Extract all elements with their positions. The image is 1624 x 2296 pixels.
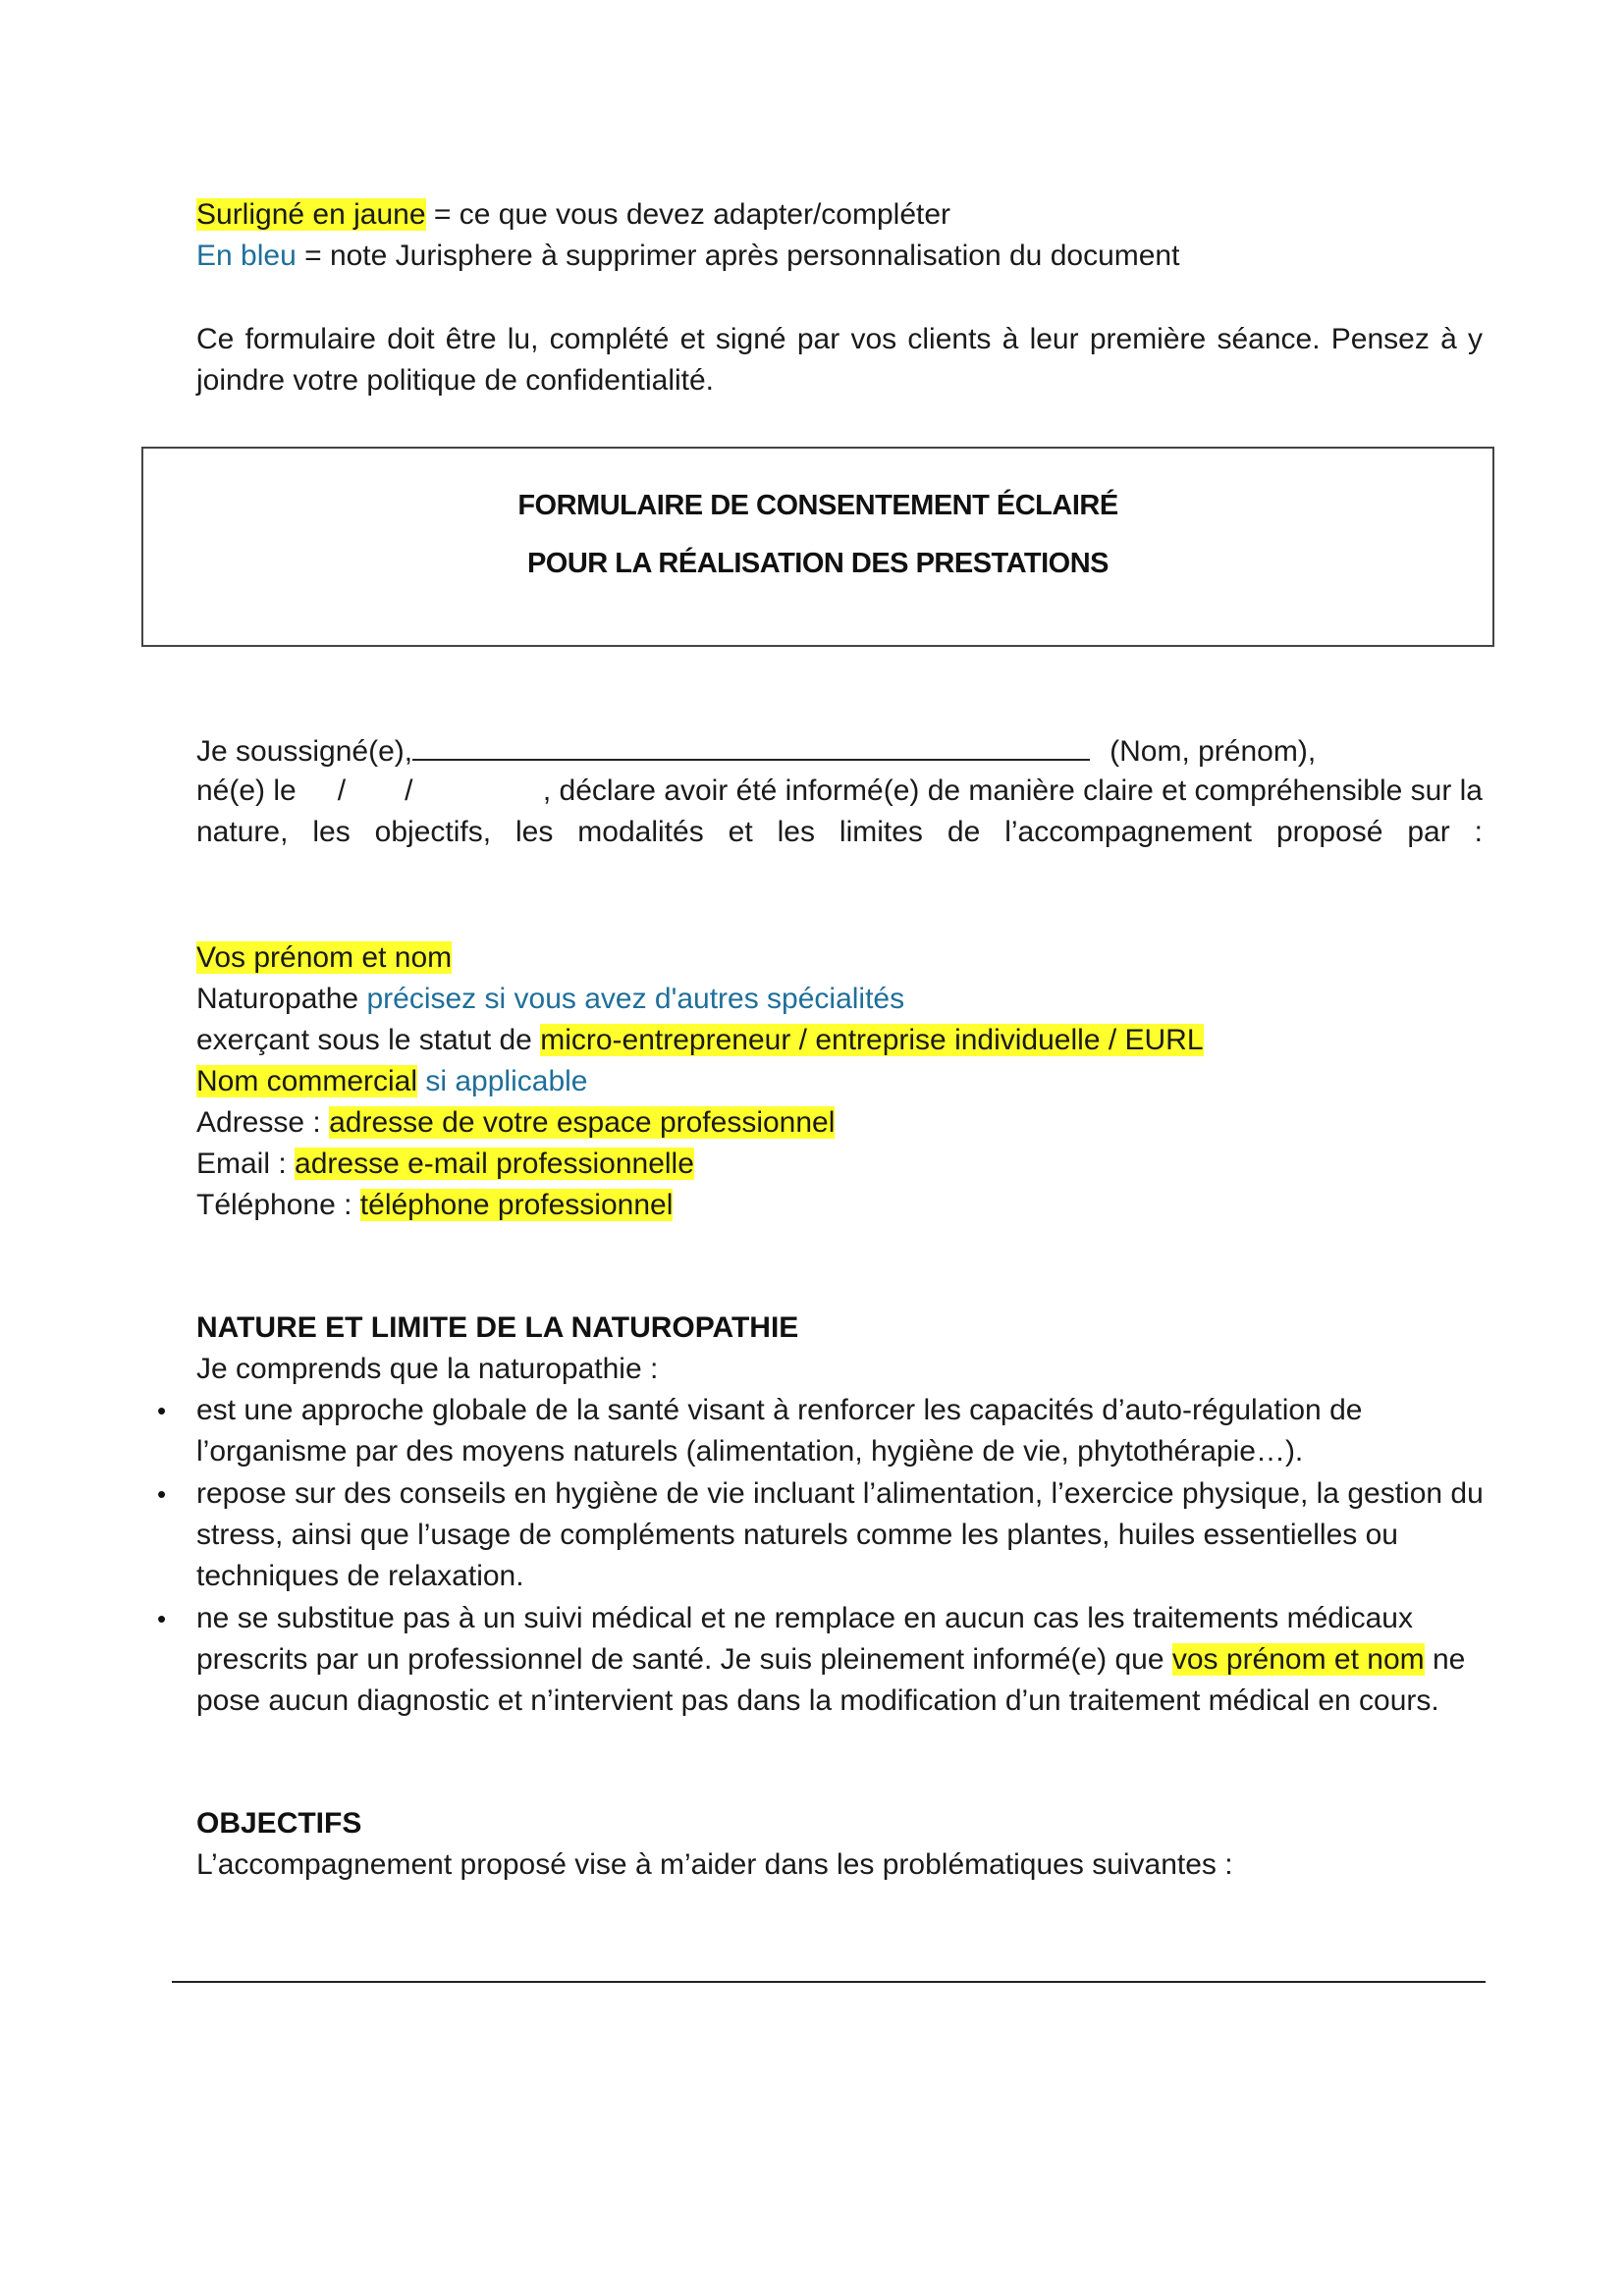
bullet-3-marker: • (157, 1604, 167, 1633)
status-label: exerçant sous le statut de (196, 1024, 532, 1056)
email-label: Email : (196, 1148, 287, 1180)
address-label: Adresse : (196, 1106, 321, 1139)
objectives-answer-line[interactable] (172, 1981, 1486, 1983)
practitioner-name: Vos prénom et nom (196, 941, 453, 974)
status-value: micro-entrepreneur / entreprise individuelle / EURL (540, 1024, 1204, 1056)
legend-yellow-label: Surligné en jaune (196, 198, 426, 231)
legend-yellow-text: = ce que vous devez adapter/compléter (425, 198, 951, 231)
address-value: adresse de votre espace professionnel (329, 1106, 836, 1139)
trade-name: Nom commercial (196, 1065, 418, 1097)
email-line (196, 1144, 694, 1185)
bullet-1-marker: • (157, 1396, 167, 1425)
bullet-3-practitioner-name: vos prénom et nom (1171, 1643, 1425, 1676)
trade-name-line (196, 1061, 587, 1102)
bullet-2-marker: • (157, 1479, 167, 1509)
bullet-3-text-post: ne (1424, 1643, 1466, 1676)
phone-line (196, 1185, 673, 1226)
nature-intro: Je comprends que la naturopathie : (196, 1353, 659, 1385)
bullet-3-text-pre: prescrits par un professionnel de santé. Je suis pleinement informé(e) que (196, 1643, 1172, 1676)
name-hint: (Nom, prénom), (1110, 735, 1317, 768)
declaration-line-1 (196, 729, 1316, 773)
bullet-3-line-2 (196, 1639, 1465, 1681)
objectives-intro: L’accompagnement proposé vise à m’aider dans les problématiques suivantes : (196, 1848, 1233, 1881)
bullet-3-line-1: ne se substitue pas à un suivi médical et ne remplace en aucun cas les traitements médicaux (196, 1602, 1413, 1634)
profession-line (196, 979, 904, 1020)
legend-yellow-line (196, 194, 950, 236)
nature-heading: NATURE ET LIMITE DE LA NATUROPATHIE (196, 1311, 799, 1344)
bullet-2-line-2: stress, ainsi que l’usage de compléments naturels comme les plantes, huiles essentielles ou (196, 1519, 1398, 1551)
bullet-2-line-1: repose sur des conseils en hygiène de vie incluant l’alimentation, l’exercice physique, la gestion du (196, 1477, 1484, 1510)
bullet-1-line-1: est une approche globale de la santé visant à renforcer les capacités d’auto-régulation de (196, 1394, 1363, 1426)
phone-label: Téléphone : (196, 1189, 352, 1221)
declaration-line-2 (196, 771, 1483, 812)
undersigned-label: Je soussigné(e), (196, 735, 413, 768)
date-slash-1: / (337, 774, 347, 807)
status-line (196, 1020, 1204, 1061)
legend-blue-label: En bleu (196, 240, 297, 272)
legend-blue-text: = note Jurisphere à supprimer après personnalisation du document (296, 240, 1180, 272)
address-line (196, 1102, 835, 1144)
name-blank-field[interactable] (412, 729, 1090, 761)
title-box (141, 447, 1494, 647)
intro-line-2: joindre votre politique de confidentialité. (196, 364, 715, 397)
birthdate-group (196, 771, 520, 812)
phone-value: téléphone professionnel (359, 1189, 674, 1221)
practitioner-name-line (196, 937, 452, 979)
intro-line-1: Ce formulaire doit être lu, complété et signé par vos clients à leur première séance. Pensez à y (196, 323, 1483, 355)
bullet-1-line-2: l’organisme par des moyens naturels (alimentation, hygiène de vie, phytothérapie…). (196, 1435, 1304, 1468)
profession: Naturopathe (196, 983, 359, 1015)
bullet-3-line-3: pose aucun diagnostic et n’intervient pas dans la modification d’un traitement médical en cours. (196, 1684, 1439, 1717)
bullet-2-line-3: techniques de relaxation. (196, 1560, 524, 1592)
born-label: né(e) le (196, 774, 297, 807)
declaration-line-3: nature, les objectifs, les modalités et les limites de l’accompagnement proposé par : (196, 816, 1483, 848)
form-title-line-2: POUR LA RÉALISATION DES PRESTATIONS (526, 548, 1110, 579)
date-slash-2: / (405, 774, 413, 807)
legend-blue-line (196, 236, 1179, 277)
email-value: adresse e-mail professionnelle (295, 1148, 694, 1180)
profession-note: précisez si vous avez d'autres spécialités (366, 983, 905, 1015)
form-title-line-1: FORMULAIRE DE CONSENTEMENT ÉCLAIRÉ (517, 490, 1118, 521)
declaration-text: , déclare avoir été informé(e) de manière claire et compréhensible sur la (542, 774, 1483, 807)
trade-name-note: si applicable (425, 1065, 588, 1097)
objectives-heading: OBJECTIFS (196, 1807, 362, 1840)
